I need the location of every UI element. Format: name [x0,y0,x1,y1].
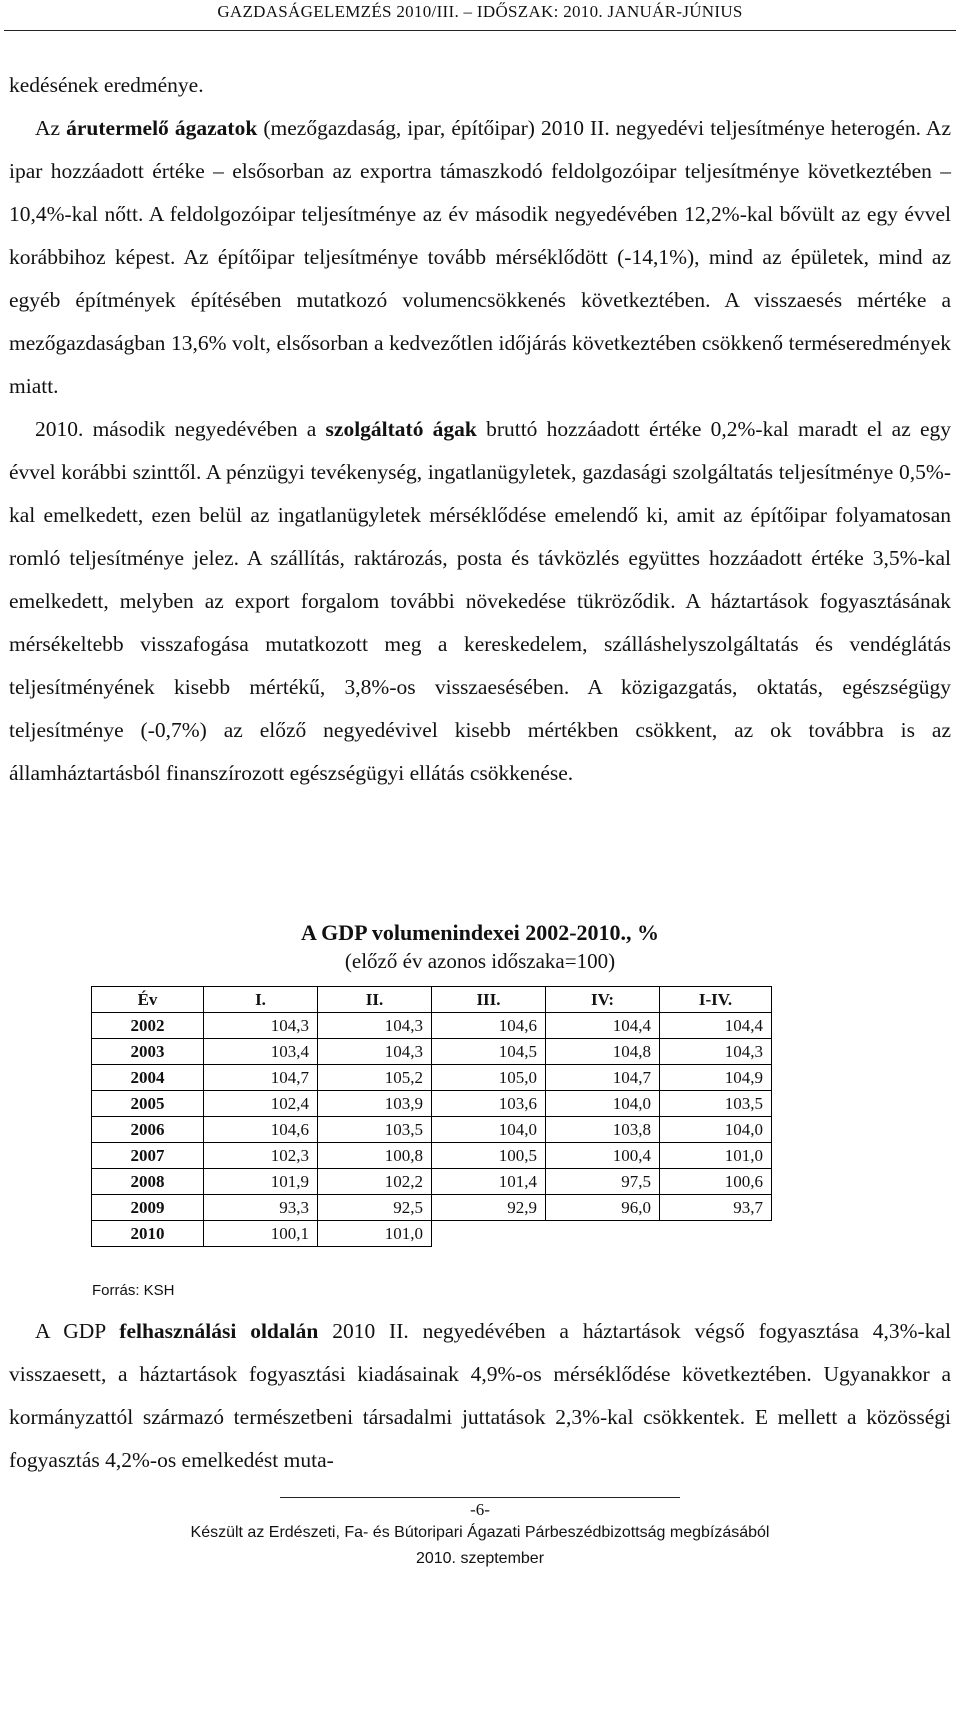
table-cell: 104,7 [546,1065,660,1091]
empty-cell [546,1221,660,1247]
table-header-row [92,987,772,1013]
table-source: Forrás: KSH [92,1282,175,1299]
table-cell: 105,0 [432,1065,546,1091]
table-cell: 101,0 [660,1143,772,1169]
empty-cell [432,1221,546,1247]
table-cell: 105,2 [318,1065,432,1091]
table-row [92,1065,772,1091]
year-cell: 2008 [92,1169,204,1195]
table-row [92,1143,772,1169]
table-cell: 104,9 [660,1065,772,1091]
table-row [92,1013,772,1039]
table-cell: 103,8 [546,1117,660,1143]
column-header: I-IV. [660,987,772,1013]
table-cell: 103,4 [204,1039,318,1065]
table-cell: 100,8 [318,1143,432,1169]
table-cell: 97,5 [546,1169,660,1195]
paragraph-text: (mezőgazdaság, ipar, építőipar) 2010 II. negyedévi teljesítménye heterogén. Az ipar hozzáadott értéke – elsősorban az exportra támaszkodó feldolgozóipar teljesítménye következtében – 10,4%-kal nőtt. A feldolgozóipar teljesítménye az év második negyedévében 12,2%-kal bővült az egy évvel korábbihoz képest. Az építőipar teljesítménye tovább mérséklődött (-14,1%), mind az épületek, mind az egyéb építmények építésében mutatkozó volumencsökkenés következtében. A visszaesés mértéke a mezőgazdaságban 13,6% volt, elsősorban a kedvezőtlen időjárás következtében csökkenő terméseredmények miatt. [9,116,951,398]
table-row [92,1117,772,1143]
table-cell: 103,5 [318,1117,432,1143]
table-cell: 101,9 [204,1169,318,1195]
table-cell: 104,3 [204,1013,318,1039]
table-cell: 100,5 [432,1143,546,1169]
footer-divider [280,1497,680,1498]
emphasis-expenditure-side: felhasználási oldalán [119,1319,319,1343]
table-cell: 104,8 [546,1039,660,1065]
table-cell: 100,1 [204,1221,318,1247]
paragraph-expenditure-side [9,1310,951,1482]
table-cell: 102,4 [204,1091,318,1117]
table-cell: 92,5 [318,1195,432,1221]
paragraph-text: Az [35,116,67,140]
table-cell: 104,3 [318,1039,432,1065]
paragraph-service-sectors [9,408,951,795]
table-cell: 104,3 [660,1039,772,1065]
table-cell: 104,4 [546,1013,660,1039]
emphasis-service-sectors: szolgáltató ágak [325,417,477,441]
paragraph-text: bruttó hozzáadott értéke 0,2%-kal maradt el az egy évvel korábbi szinttől. A pénzügyi tevékenység, ingatlanügyletek, gazdasági szolgáltatás teljesítménye 0,5%-kal emelkedett, ezen belül az ingatlanügyletek mérséklődése emelendő ki, amit az építőipar folyamatosan romló teljesítménye jelez. A szállítás, raktározás, posta és távközlés együttes hozzáadott értéke 3,5%-kal emelkedett, melyben az export forgalom további növekedése tükröződik. A háztartások fogyasztásának mérsékeltebb visszafogása mutatkozott meg a kereskedelem, szálláshelyszolgáltatás és vendéglátás teljesítményének kisebb mértékű, 3,8%-os visszaesésében. A közigazgatás, oktatás, egészségügy teljesítménye (-0,7%) az előző negyedévivel kisebb mértékben csökkent, az ok továbbra is az államháztartásból finanszírozott egészségügyi ellátás csökkenése. [9,417,951,785]
paragraph-continuation: kedésének eredménye. [9,73,204,97]
paragraph-producing-sectors [9,107,951,408]
column-header: II. [318,987,432,1013]
year-cell: 2010 [92,1221,204,1247]
empty-cell [660,1221,772,1247]
table-cell: 103,5 [660,1091,772,1117]
table-cell: 100,6 [660,1169,772,1195]
table-cell: 103,9 [318,1091,432,1117]
table-cell: 102,3 [204,1143,318,1169]
emphasis-producing-sectors: árutermelő ágazatok [66,116,258,140]
running-header: GAZDASÁGELEMZÉS 2010/III. – IDŐSZAK: 2010. JANUÁR-JÚNIUS [217,2,743,21]
column-header: Év [92,987,204,1013]
table-cell: 104,0 [432,1117,546,1143]
table-cell: 100,4 [546,1143,660,1169]
table-cell: 101,0 [318,1221,432,1247]
table-cell: 92,9 [432,1195,546,1221]
table-cell: 103,6 [432,1091,546,1117]
year-cell: 2004 [92,1065,204,1091]
page-number: -6- [470,1500,490,1519]
body-text-bottom [9,1310,951,1482]
year-cell: 2005 [92,1091,204,1117]
column-header: I. [204,987,318,1013]
table-cell: 104,4 [660,1013,772,1039]
body-text-top [9,64,951,795]
table-cell: 101,4 [432,1169,546,1195]
column-header: III. [432,987,546,1013]
table-cell: 104,6 [204,1117,318,1143]
paragraph-text: 2010. második negyedévében a [35,417,326,441]
table-cell: 104,6 [432,1013,546,1039]
table-row [92,1091,772,1117]
table-cell: 104,0 [546,1091,660,1117]
table-cell: 104,0 [660,1117,772,1143]
column-header: IV: [546,987,660,1013]
paragraph-text: A GDP [35,1319,120,1343]
table-row [92,1039,772,1065]
year-cell: 2003 [92,1039,204,1065]
year-cell: 2007 [92,1143,204,1169]
table-subtitle: (előző év azonos időszaka=100) [344,949,616,973]
table-cell: 102,2 [318,1169,432,1195]
paragraph-text: 2010 II. negyedévében a háztartások végső fogyasztása 4,3%-kal visszaesett, a háztartások fogyasztási kiadásainak 4,9%-os mérséklődése következtében. Ugyanakkor a kormányzattól származó természetbeni társadalmi juttatások 2,3%-kal csökkentek. E mellett a közösségi fogyasztás 4,2%-os emelkedést muta- [9,1319,951,1472]
table-cell: 96,0 [546,1195,660,1221]
year-cell: 2009 [92,1195,204,1221]
year-cell: 2002 [92,1013,204,1039]
table-title: A GDP volumenindexei 2002-2010., % [300,920,660,945]
table-cell: 104,3 [318,1013,432,1039]
gdp-volume-index-table [91,986,772,1247]
table-row [92,1221,772,1247]
header-divider [4,30,956,31]
year-cell: 2006 [92,1117,204,1143]
table-row [92,1169,772,1195]
table-cell: 104,5 [432,1039,546,1065]
footer-date: 2010. szeptember [415,1550,545,1567]
table-cell: 93,7 [660,1195,772,1221]
table-row [92,1195,772,1221]
table-cell: 104,7 [204,1065,318,1091]
table-cell: 93,3 [204,1195,318,1221]
footer-commission-note: Készült az Erdészeti, Fa- és Bútoripari Ágazati Párbeszédbizottság megbízásából [190,1524,770,1541]
